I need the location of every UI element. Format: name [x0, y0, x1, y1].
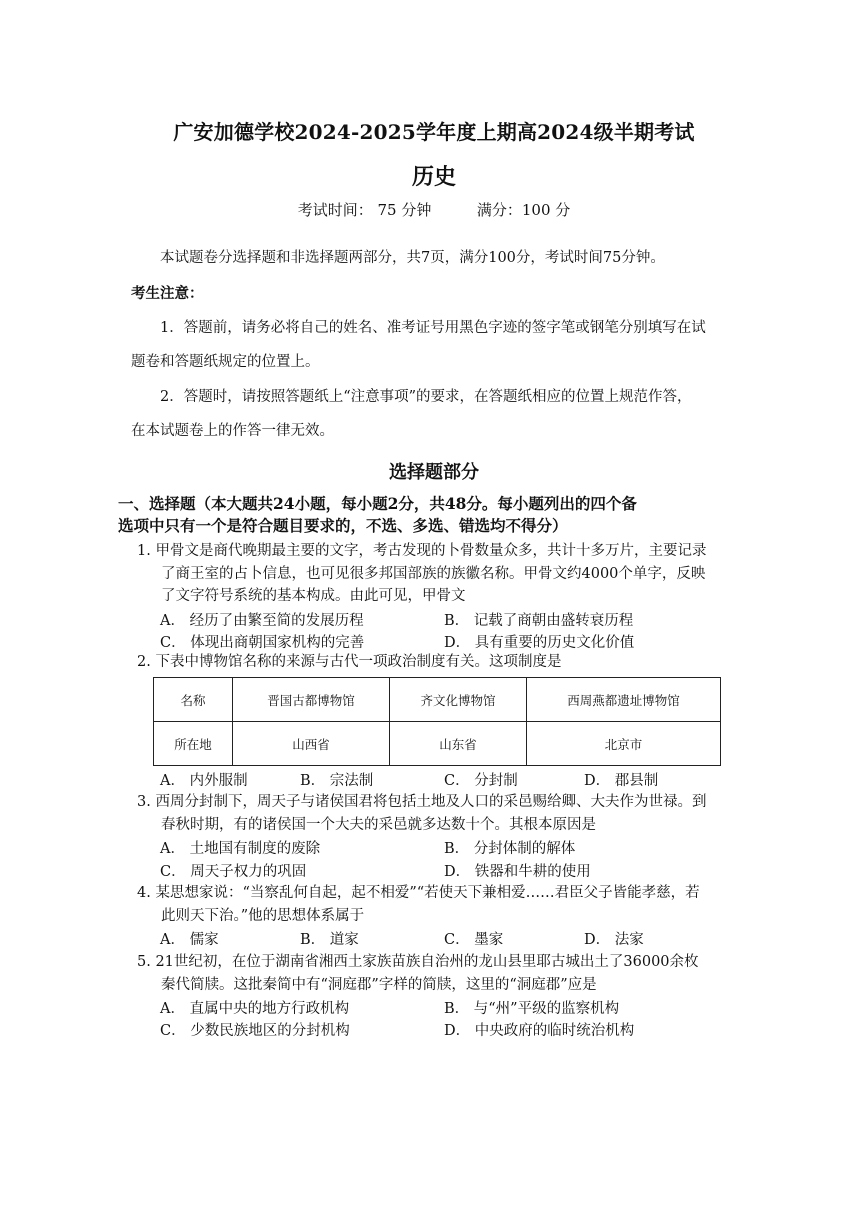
q3-option-d: D． 铁器和牛耕的使用 [444, 864, 591, 880]
question-4 [137, 882, 700, 927]
question-1-line-3: 了文字符号系统的基本构成。由此可见，甲骨文 [161, 588, 466, 604]
table-cell: 名称 [154, 678, 233, 722]
full-score: 满分：100 分 [476, 201, 571, 219]
table-cell: 齐文化博物馆 [390, 678, 527, 722]
part-heading-line-2: 选项中只有一个是符合题目要求的，不选、多选、错选均不得分） [118, 516, 568, 535]
question-1 [137, 540, 706, 608]
q4-option-d: D． 法家 [584, 932, 644, 948]
question-5-line-2: 秦代简牍。这批秦简中有“洞庭郡”字样的简牍，这里的“洞庭郡”应是 [161, 976, 597, 993]
question-3-line-2: 春秋时期，有的诸侯国一个大夫的采邑就多达数十个。其根本原因是 [161, 816, 596, 833]
question-1-line-1: 1. 甲骨文是商代晚期最主要的文字，考古发现的卜骨数量众多，共计十多万片，主要记录 [137, 543, 707, 559]
notice-title: 考生注意： [131, 285, 204, 302]
question-3 [137, 791, 706, 836]
note-1-line-1: 1．答题前，请务必将自己的姓名、准考证号用黑色字迹的签字笔或钢笔分别填写在试 [160, 320, 706, 336]
q2-option-a: A． 内外服制 [160, 773, 248, 789]
q3-option-b: B． 分封体制的解体 [444, 841, 576, 857]
table-cell: 西周燕都遗址博物馆 [527, 678, 721, 722]
q1-option-d: D． 具有重要的历史文化价值 [444, 635, 635, 651]
table-row [154, 678, 721, 722]
question-3-line-1: 3. 西周分封制下，周天子与诸侯国君将包括土地及人口的采邑赐给卿、大夫作为世禄。到 [137, 794, 707, 810]
question-4-line-1: 4. 某思想家说：“当察乱何自起，起不相爱”“若使天下兼相爱……君臣父子皆能孝慈，若 [137, 885, 700, 901]
question-5 [137, 951, 699, 996]
part-heading-line-1: 一、选择题（本大题共24小题，每小题2分，共48分。每小题列出的四个备 [118, 494, 637, 513]
q1-option-a: A． 经历了由繁至简的发展历程 [160, 613, 364, 629]
q1-option-c: C． 体现出商朝国家机构的完善 [160, 635, 365, 651]
table-cell: 晋国古都博物馆 [233, 678, 390, 722]
note-1-line-2: 题卷和答题纸规定的位置上。 [131, 354, 320, 370]
table-row [154, 722, 721, 766]
note-2-line-2: 在本试题卷上的作答一律无效。 [131, 423, 334, 439]
exam-time: 考试时间： 75 分钟 [297, 201, 432, 219]
q3-option-c: C． 周天子权力的巩固 [160, 864, 307, 880]
q2-option-d: D． 郡县制 [584, 773, 659, 789]
q5-option-b: B． 与“州”平级的监察机构 [444, 1001, 620, 1017]
q2-option-b: B． 宗法制 [300, 773, 374, 789]
exam-meta [0, 199, 868, 220]
q2-option-c: C． 分封制 [444, 773, 518, 789]
q5-option-c: C． 少数民族地区的分封机构 [160, 1023, 350, 1039]
note-2-line-1: 2．答题时，请按照答题纸上“注意事项”的要求，在答题纸相应的位置上规范作答， [160, 389, 692, 405]
q3-option-a: A． 土地国有制度的废除 [160, 841, 321, 857]
question-1-line-2: 了商王室的占卜信息，也可见很多邦国部族的族徽名称。甲骨文约4000个单字，反映 [161, 565, 706, 582]
table-cell: 山西省 [233, 722, 390, 766]
q1-option-b: B． 记载了商朝由盛转衰历程 [444, 613, 634, 629]
museum-table [153, 677, 721, 766]
table-cell: 山东省 [390, 722, 527, 766]
q5-option-d: D． 中央政府的临时统治机构 [444, 1023, 635, 1039]
question-2: 2. 下表中博物馆名称的来源与古代一项政治制度有关。这项制度是 [137, 654, 562, 670]
q4-option-c: C． 墨家 [444, 932, 504, 948]
intro-text: 本试题卷分选择题和非选择题两部分，共7页，满分100分，考试时间75分钟。 [160, 250, 665, 266]
question-5-line-1: 5. 21世纪初，在位于湖南省湘西土家族苗族自治州的龙山县里耶古城出土了36000余枚 [137, 954, 699, 970]
q4-option-b: B． 道家 [300, 932, 359, 948]
q4-option-a: A． 儒家 [160, 932, 219, 948]
section-title: 选择题部分 [389, 462, 479, 483]
subject-title: 历史 [411, 164, 456, 190]
question-4-line-2: 此则天下治。”他的思想体系属于 [161, 907, 365, 924]
exam-title: 广安加德学校2024-2025学年度上期高2024级半期考试 [173, 120, 695, 144]
table-cell: 所在地 [154, 722, 233, 766]
table-cell: 北京市 [527, 722, 721, 766]
q5-option-a: A． 直属中央的地方行政机构 [160, 1001, 350, 1017]
